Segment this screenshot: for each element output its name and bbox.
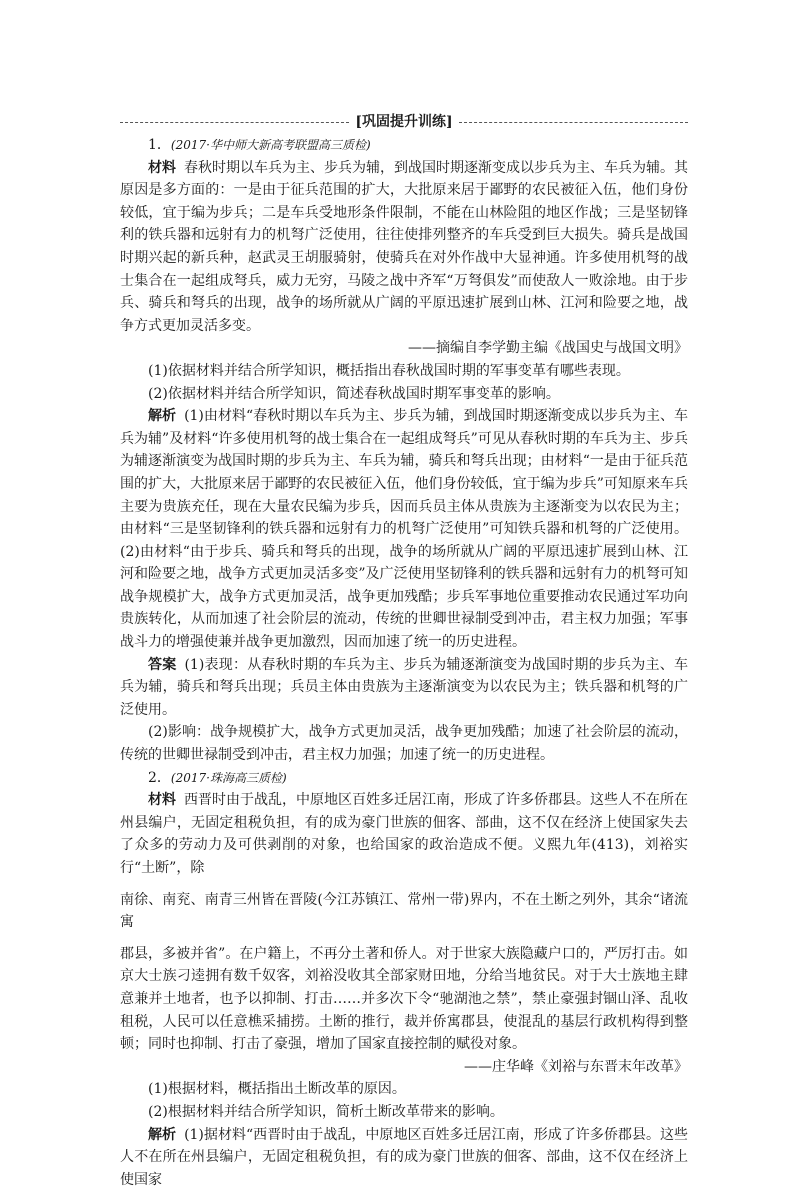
q2-source: (2017·珠海高三质检) [170,770,287,785]
spacer [120,934,688,943]
q2-heading [120,767,688,790]
q1-citation: ——摘编自李学勤主编《战国史与战国文明》 [408,340,688,357]
q1-material [120,157,688,338]
q1-analysis-text: (1)由材料“春秋时期以车兵为主、步兵为辅，到战国时期逐渐变成以步兵为主、车兵为辅”及材料“许多使用机弩的战士集合在一起组成弩兵”可见从春秋时期的车兵为主、步兵为辅逐渐演变为战国时期的步兵为主、车兵为辅，骑兵和弩兵出现；由材料“一是由于征兵范围的扩大，大批原来居于鄙野的农民被征入伍，他们身份较低，宜于编为步兵”可知原来车兵主要为贵族充任，现在大量农民编为步兵，因而兵员主体从贵族为主逐渐变为以农民为主；由材料“三是坚韧锋利的铁兵器和远射有力的机弩广泛使用”可知铁兵器和机弩的广泛使用。(2)由材料“由于步兵、骑兵和弩兵的出现，战争的场所就从广阔的平原迅速扩展到山林、江河和险要之地，战争方式更加灵活多变”及广泛使用坚韧锋利的铁兵器和远射有力的机弩可知战争规模扩大，战争方式更加灵活，战争更加残酷；步兵军事地位重要推动农民通过军功向贵族转化，从而加速了社会阶层的流动，传统的世卿世禄制受到冲击，君主权力加强；军事战斗力的增强使兼并战争更加激烈，因而加速了统一的历史进程。 [120,408,688,651]
q1-number: 1． [148,137,171,153]
q1-answer-2: (2)影响：战争规模扩大，战争方式更加灵活，战争更加残酷；加速了社会阶层的流动，传统的世卿世禄制受到冲击，君主权力加强；加速了统一的历史进程。 [120,724,688,764]
q2-material-part1 [120,789,688,879]
q2-analysis-tag: 解析 [148,1126,177,1143]
q1-analysis-tag: 解析 [148,408,177,425]
q2-material-part3: 郡县，多被并省”。在户籍上，不再分土著和侨人。对于世家大族隐藏户口的，严厉打击。如京大士族刁逵拥有数千奴客，刘裕没收其全部家财田地，分给当地贫民。对于大士族地主肆意兼并土地者，也予以抑制、打击……并多次下令“驰湖池之禁”，禁止豪强封锢山泽、乱收租税，人民可以任意樵采捕捞。土断的推行，裁并侨寓郡县，使混乱的基层行政机构得到整顿；同时也抑制、打击了豪强，增加了国家直接控制的赋役对象。 [120,945,688,1053]
header-rule-left [120,122,349,123]
q1-material-tag: 材料 [148,159,176,176]
q2-citation: ——庄华峰《刘裕与东晋末年改革》 [464,1058,688,1075]
q1-source: (2017·华中师大新高考联盟高三质检) [170,138,371,152]
q1-answer-1 [120,654,688,722]
q1-question-2: (2)依据材料并结合所学知识，简述春秋战国时期军事变革的影响。 [148,385,560,402]
spacer [120,880,688,889]
worksheet-page [120,113,688,1191]
q2-analysis-text: (1)据材料“西晋时由于战乱，中原地区百姓多迁居江南，形成了许多侨郡县。这些人不在所在州县编户，无固定租税负担，有的成为豪门世族的佃客、部曲，这不仅在经济上使国家 [120,1126,688,1188]
q2-material-text-1: 西晋时由于战乱，中原地区百姓多迁居江南，形成了许多侨郡县。这些人不在所在州县编户，无固定租税负担，有的成为豪门世族的佃客、部曲，这不仅在经济上使国家失去了众多的劳动力及可供剥削的对象，也给国家的政治造成不便。义熙九年(413)，刘裕实行“土断”，除 [120,792,688,876]
q1-analysis [120,405,688,654]
q2-material-tag: 材料 [148,792,176,809]
q1-answer-tag: 答案 [148,656,177,673]
section-header [120,113,688,131]
q2-question-1: (1)根据材料，概括指出土断改革的原因。 [148,1081,406,1098]
header-rule-right [459,122,688,123]
q2-question-2: (2)根据材料并结合所学知识，简析土断改革带来的影响。 [148,1103,504,1120]
q1-question-1: (1)依据材料并结合所学知识，概括指出春秋战国时期的军事变革有哪些表现。 [148,362,630,379]
q1-material-text: 春秋时期以车兵为主、步兵为辅，到战国时期逐渐变成以步兵为主、车兵为辅。其原因是多方面的：一是由于征兵范围的扩大，大批原来居于鄙野的农民被征入伍，他们身份较低，宜于编为步兵；二是车兵受地形条件限制，不能在山林险阻的地区作战；三是坚韧锋利的铁兵器和远射有力的机弩广泛使用，往往使排列整齐的车兵受到巨大损失。骑兵是战国时期兴起的新兵种，赵武灵王胡服骑射，使骑兵在对外作战中大显神通。许多使用机弩的战士集合在一起组成弩兵，威力无穷，马陵之战中齐军“万弩俱发”而使敌人一败涂地。由于步兵、骑兵和弩兵的出现，战争的场所就从广阔的平原迅速扩展到山林、江河和险要之地，战争方式更加灵活多变。 [120,159,688,334]
q1-heading [120,134,688,157]
q1-answer-text-1: (1)表现：从春秋时期的车兵为主、步兵为辅逐渐演变为战国时期的步兵为主、车兵为辅，骑兵和弩兵出现；兵员主体由贵族为主逐渐演变为以农民为主；铁兵器和机弩的广泛使用。 [120,656,688,718]
section-title: [巩固提升训练] [355,114,453,130]
q2-number: 2． [148,769,171,786]
q2-analysis [120,1124,688,1191]
q2-material-part2: 南徐、南兖、南青三州皆在晋陵(今江苏镇江、常州一带)界内，不在土断之列外，其余“诸流寓 [120,891,688,931]
